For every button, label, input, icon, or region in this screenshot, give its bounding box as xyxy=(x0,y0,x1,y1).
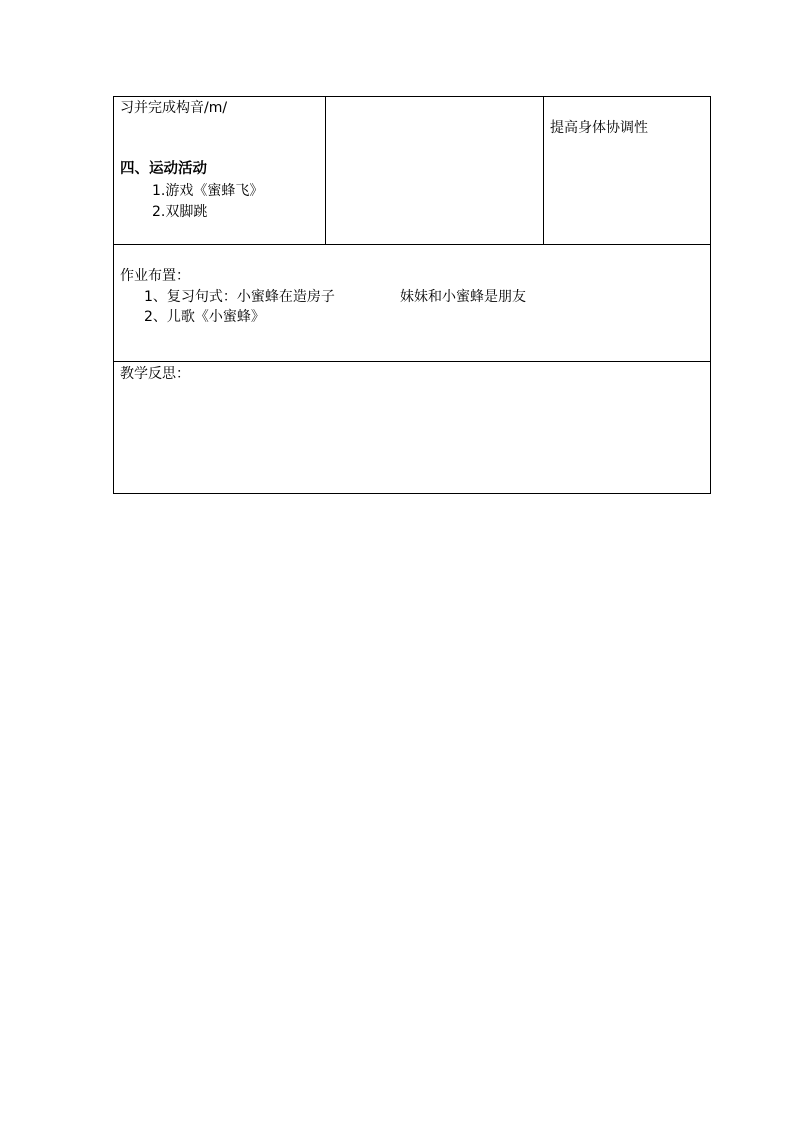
middle-cell xyxy=(326,97,544,244)
table-row-reflection xyxy=(114,361,710,493)
table-row-activities xyxy=(114,97,710,244)
table-row-homework xyxy=(114,244,710,361)
reflection-title: 教学反思： xyxy=(120,366,190,382)
goal-cell xyxy=(544,97,710,244)
homework-cell xyxy=(114,245,710,361)
activities-cell xyxy=(114,97,326,244)
activity-text-line: 习并完成构音/m/ xyxy=(120,100,228,116)
homework-item: 1、复习句式：小蜜蜂在造房子 xyxy=(144,289,335,305)
homework-title: 作业布置： xyxy=(120,268,190,284)
section-heading: 四、运动活动 xyxy=(120,161,207,177)
homework-item: 2、儿歌《小蜜蜂》 xyxy=(144,309,265,325)
lesson-plan-table xyxy=(113,96,711,494)
activity-item: 1.游戏《蜜蜂飞》 xyxy=(152,183,264,199)
goal-text: 提高身体协调性 xyxy=(550,120,648,136)
homework-item-continued: 妹妹和小蜜蜂是朋友 xyxy=(400,289,526,305)
activity-item: 2.双脚跳 xyxy=(152,204,208,220)
reflection-cell xyxy=(114,362,710,493)
